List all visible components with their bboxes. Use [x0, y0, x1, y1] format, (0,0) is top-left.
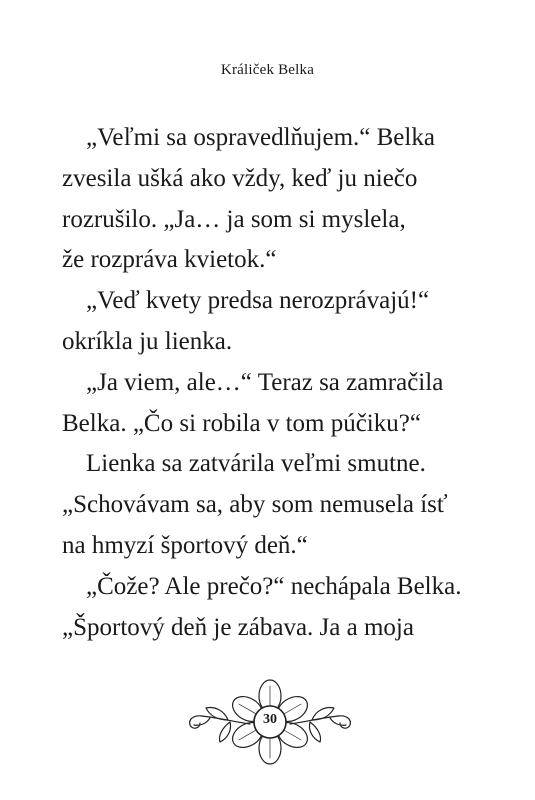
text-line: „Veľmi sa ospravedlňujem.“ Belka: [86, 124, 435, 151]
text-line: Lienka sa zatvárila veľmi smutne.: [86, 450, 426, 478]
text-line: rozrušilo. „Ja… ja som si myslela,: [62, 205, 406, 233]
text-line: okríkla ju lienka.: [62, 327, 233, 355]
text-line: „Športový deň je zábava. Ja a moja: [62, 613, 414, 641]
text-line: zvesila ušká ako vždy, keď ju niečo: [62, 164, 418, 192]
text-line: „Schovávam sa, aby som nemusela ísť: [62, 491, 448, 519]
text-line: Belka. „Čo si robila v tom púčiku?“: [62, 409, 421, 437]
page-number: 30: [263, 712, 277, 727]
text-line: „Čože? Ale prečo?“ nechápala Belka.: [86, 572, 462, 600]
text-line: že rozpráva kvietok.“: [62, 246, 277, 274]
text-line: „Veď kvety predsa nerozprávajú!“: [86, 287, 430, 315]
running-header: Králiček Belka: [220, 62, 315, 78]
body-text: [62, 118, 482, 648]
text-line: „Ja viem, ale…“ Teraz sa zamračila: [86, 368, 444, 396]
text-line: na hmyzí športový deň.“: [62, 531, 308, 559]
